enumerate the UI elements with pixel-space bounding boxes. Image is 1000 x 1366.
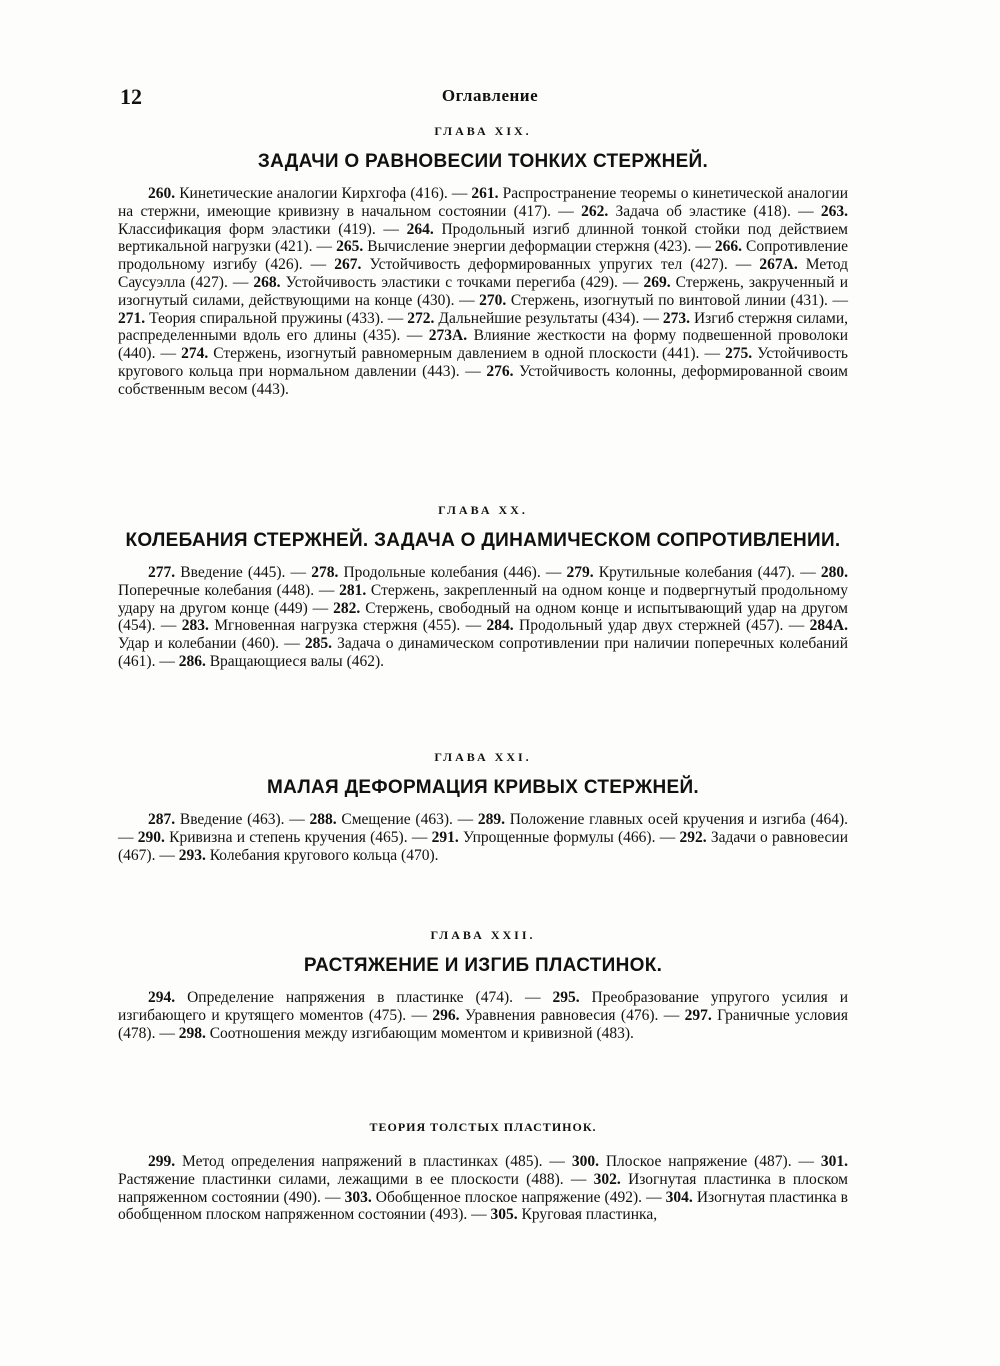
entry-text: Задачи о равновесии (467). — (118, 828, 849, 864)
entry-number: 271. (118, 309, 146, 327)
entry-text: Круговая пластинка, (517, 1206, 658, 1224)
section-thick-plates (118, 1120, 848, 1224)
entry-number: 260. (148, 185, 176, 202)
chapter-title: РАСТЯЖЕНИЕ И ИЗГИБ ПЛАСТИНОК. (303, 955, 663, 976)
entry-number: 269. (643, 273, 671, 291)
entry-number: 296. (432, 1006, 460, 1024)
entry-number: 261. (471, 185, 499, 202)
entry-text: Преобразование упругого усилия и изгибающего и крутящего моментов (475). — (118, 989, 848, 1024)
entry-text: Дальнейшие результаты (434). — (434, 309, 663, 327)
entry-number: 265. (336, 238, 364, 256)
chapter-title: КОЛЕБАНИЯ СТЕРЖНЕЙ. ЗАДАЧА О ДИНАМИЧЕСКОМ СОПРОТИВЛЕНИИ. (125, 530, 841, 551)
entry-text: Граничные условия (478). — (118, 1006, 848, 1042)
section-title: ТЕОРИЯ ТОЛСТЫХ ПЛАСТИНОК. (369, 1120, 597, 1134)
entry-number: 288. (309, 811, 337, 828)
entry-text: Соотношения между изгибающим моментом и кривизной (483). (205, 1024, 634, 1042)
entry-text: Продольный изгиб длинной тонкой стойки под действием вертикальной нагрузки (421). — (118, 220, 848, 256)
entry-number: 277. (148, 564, 176, 581)
entry-text: Стержень, закрепленный на одном конце и подвергнутый продольному удару на другом конце (449) — (118, 581, 848, 617)
entry-text: Вычисление энергии деформации стержня (423). — (363, 238, 715, 256)
entry-number: 286. (178, 652, 206, 670)
entry-text: Влияние жесткости на форму подвешенной проволоки (440). — (118, 327, 848, 363)
entry-text: Классификация форм эластики (419). — (118, 220, 407, 238)
entry-text: Положение главных осей кручения и изгиба (464). — (118, 811, 848, 846)
chapter-label: ГЛАВА XIX. (434, 124, 532, 138)
entry-text: Изгиб стержня силами, распределенными вдоль его длины (435). — (118, 309, 849, 345)
chapter-title: ЗАДАЧИ О РАВНОВЕСИИ ТОНКИХ СТЕРЖНЕЙ. (257, 151, 709, 172)
entry-number: 280. (820, 564, 848, 581)
entry-number: 272. (407, 309, 435, 327)
entry-text: Удар и колебании (460). — (118, 635, 305, 653)
chapter-contents (118, 564, 848, 671)
entry-text: Введение (445). — (175, 564, 312, 581)
entry-text: Обобщенное плоское напряжение (492). — (371, 1188, 666, 1206)
entry-number: 274. (181, 345, 209, 363)
entry-number: 304. (665, 1188, 693, 1206)
chapter-19 (118, 124, 848, 399)
entry-number: 281. (339, 581, 367, 599)
entry-number: 263. (820, 202, 848, 220)
chapter-21 (118, 750, 848, 864)
entry-number: 299. (148, 1153, 176, 1170)
entry-text: Теория спиральной пружины (433). — (145, 309, 408, 327)
entry-text: Уравнения равновесия (476). — (459, 1006, 685, 1024)
entry-text: Стержень, свободный на одном конце и испытывающий удар на другом (454). — (118, 599, 848, 635)
entry-text: Распространение теоремы о кинетической аналогии на стержни, имеющие кривизну в начальном состоянии (417). — (118, 185, 848, 220)
entry-number: 264. (406, 220, 434, 238)
chapter-label: ГЛАВА XXI. (434, 750, 532, 764)
entry-number: 268. (253, 273, 281, 291)
entry-number: 283. (181, 617, 209, 635)
entry-number: 292. (679, 828, 707, 846)
entry-text: Стержень, изогнутый равномерным давлением в одной плоскости (441). — (208, 345, 726, 363)
entry-number: 267А. (759, 256, 798, 274)
entry-text: Мгновенная нагрузка стержня (455). — (208, 617, 487, 635)
entry-text: Устойчивость кругового кольца при нормальном давлении (443). — (118, 345, 849, 380)
entry-text: Введение (463). — (175, 811, 310, 828)
entry-number: 295. (552, 989, 580, 1006)
entry-number: 284А. (809, 617, 848, 635)
entry-number: 273А. (428, 327, 468, 345)
entry-number: 290. (137, 828, 165, 846)
page-number: 12 (120, 84, 142, 109)
entry-number: 287. (148, 811, 176, 828)
entry-text: Стержень, изогнутый по винтовой линии (431). — (506, 291, 849, 309)
entry-number: 285. (304, 635, 332, 653)
entry-number: 266. (714, 238, 743, 256)
entry-number: 278. (311, 564, 339, 581)
chapter-title: МАЛАЯ ДЕФОРМАЦИЯ КРИВЫХ СТЕРЖНЕЙ. (267, 777, 699, 798)
entry-number: 300. (571, 1153, 599, 1170)
entry-number: 284. (486, 617, 514, 635)
entry-number: 297. (684, 1006, 712, 1024)
chapter-contents (118, 185, 848, 399)
entry-text: Продольный удар двух стержней (457). — (513, 617, 810, 635)
chapter-contents (118, 989, 848, 1042)
running-title: Оглавление (441, 86, 539, 105)
entry-number: 305. (490, 1206, 518, 1224)
entry-text: Крутильные колебания (447). — (593, 564, 821, 581)
entry-number: 273. (662, 309, 690, 327)
entry-text: Метод определения напряжений в пластинках (485). — (175, 1153, 572, 1170)
entry-text: Колебания кругового кольца (470). (205, 846, 439, 864)
section-contents (118, 1153, 848, 1224)
entry-number: 275. (725, 345, 753, 363)
entry-text: Кривизна и степень кручения (465). — (164, 828, 432, 846)
entry-text: Изогнутая пластинка в обобщенном плоском напряженном состоянии (493). — (118, 1188, 849, 1224)
entry-text: Задача об эластике (418). — (608, 202, 821, 220)
entry-text: Плоское напряжение (487). — (598, 1153, 821, 1170)
chapter-20 (118, 503, 848, 671)
entry-text: Устойчивость колонны, деформированной своим собственным весом (443). (118, 362, 848, 398)
entry-number: 279. (566, 564, 594, 581)
entry-number: 298. (178, 1024, 206, 1042)
entry-number: 267. (334, 256, 362, 274)
entry-number: 289. (477, 811, 505, 828)
entry-text: Вращающиеся валы (462). (205, 652, 385, 670)
entry-number: 303. (344, 1188, 372, 1206)
entry-number: 270. (479, 291, 507, 309)
entry-text: Продольные колебания (446). — (338, 564, 567, 581)
entry-text: Растяжение пластинки силами, лежащими в ее плоскости (488). — (118, 1170, 594, 1188)
entry-number: 302. (593, 1170, 621, 1188)
entry-text: Сопротивление продольному изгибу (426). — (118, 238, 848, 274)
entry-number: 293. (178, 846, 206, 864)
entry-number: 301. (820, 1153, 849, 1170)
chapter-label: ГЛАВА XXII. (430, 928, 536, 942)
entry-text: Изогнутая пластинка в плоском напряженном состоянии (490). — (118, 1170, 848, 1206)
entry-text: Смещение (463). — (336, 811, 478, 828)
entry-text: Стержень, закрученный и изогнутый силами, действующими на конце (430). — (118, 273, 849, 309)
entry-text: Кинетические аналогии Кирхгофа (416). — (175, 185, 472, 202)
entry-number: 294. (148, 989, 176, 1006)
entry-number: 276. (486, 362, 514, 380)
chapter-22 (118, 928, 848, 1042)
chapter-label: ГЛАВА XX. (438, 503, 528, 517)
entry-text: Упрощенные формулы (466). — (458, 828, 680, 846)
entry-text: Поперечные колебания (448). — (118, 581, 340, 599)
entry-number: 291. (431, 828, 459, 846)
chapter-contents (118, 811, 848, 864)
entry-text: Задача о динамическом сопротивлении при наличии поперечных колебаний (461). — (118, 635, 848, 670)
page-header (120, 84, 860, 108)
entry-text: Устойчивость эластики с точками перегиба (429). — (280, 273, 644, 291)
entry-text: Метод Саусуэлла (427). — (118, 256, 848, 291)
entry-number: 282. (333, 599, 361, 617)
entry-text: Устойчивость деформированных упругих тел (427). — (361, 256, 760, 274)
entry-number: 262. (581, 202, 609, 220)
entry-text: Определение напряжения в пластинке (474). — (175, 989, 553, 1006)
